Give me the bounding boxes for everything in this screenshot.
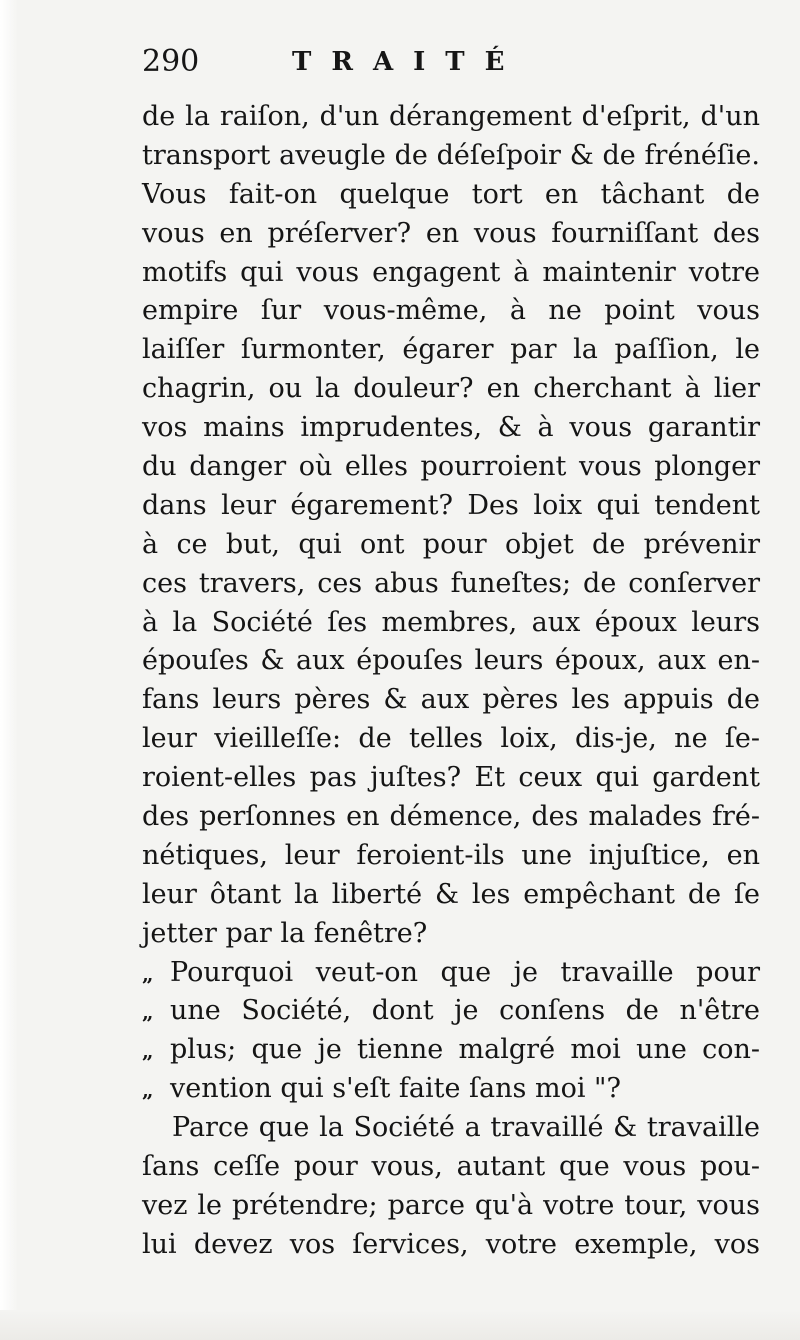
text-line: Parce que la Société a travaillé & travaille — [172, 1112, 760, 1144]
quote-line-text: plus; que je tienne malgré moi une con- — [170, 1034, 760, 1066]
text-line: vous en préſerver? en vous fourniſſant des — [142, 217, 760, 249]
quote-mark: „ — [142, 1078, 154, 1103]
text-line: chagrin, ou la douleur? en cherchant à lier — [142, 373, 760, 405]
text-line: à la Société ſes membres, aux époux leurs — [142, 606, 760, 638]
text-line: ces travers, ces abus funeſtes; de conſerver — [142, 567, 760, 599]
text-line: ſans ceſſe pour vous, autant que vous pou- — [142, 1151, 760, 1183]
text-line: des perſonnes en démence, des malades fré- — [142, 801, 760, 833]
text-line: leur ôtant la liberté & les empêchant de ſe — [142, 878, 760, 910]
quote-line-text: Pourquoi veut-on que je travaille pour — [170, 956, 760, 988]
quote-mark: „ — [142, 1039, 154, 1064]
text-line: lui devez vos ſervices, votre exemple, vos — [142, 1228, 760, 1260]
text-line: laiſſer ſurmonter, égarer par la paſſion, le — [142, 334, 760, 366]
quote-line — [142, 1070, 760, 1109]
page-header — [142, 40, 762, 84]
page-number: 290 — [142, 44, 200, 79]
text-line: roient-elles pas juſtes? Et ceux qui gardent — [142, 762, 760, 794]
page-edge-shading — [0, 0, 18, 1340]
body-text — [142, 98, 760, 1265]
page-bottom-shading — [0, 1310, 800, 1340]
text-line: vos mains imprudentes, & à vous garantir — [142, 412, 760, 444]
quote-line — [142, 992, 760, 1031]
text-line: transport aveugle de déſeſpoir & de frénéſie. — [142, 139, 760, 171]
text-line: leur vieilleſſe: de telles loix, dis-je, ne ſe- — [142, 723, 760, 755]
text-line: à ce but, qui ont pour objet de prévenir — [142, 528, 760, 560]
running-title: TRAITÉ — [292, 47, 525, 77]
quote-line — [142, 954, 760, 993]
quote-mark: „ — [142, 1000, 154, 1025]
text-line: épouſes & aux épouſes leurs époux, aux en- — [142, 645, 760, 677]
quote-line — [142, 1031, 760, 1070]
text-line: motifs qui vous engagent à maintenir votre — [142, 256, 760, 288]
quote-mark: „ — [142, 961, 154, 986]
text-line: vez le prétendre; parce qu'à votre tour, vous — [142, 1189, 760, 1221]
text-line: jetter par la fenêtre? — [142, 917, 428, 949]
text-line: de la raiſon, d'un dérangement d'eſprit, d'un — [142, 101, 760, 132]
text-line: empire ſur vous-même, à ne point vous — [142, 295, 760, 327]
quote-line-text: une Société, dont je conſens de n'être — [170, 995, 760, 1027]
text-line: nétiques, leur feroient-ils une injuſtice, en — [142, 839, 760, 871]
text-line: dans leur égarement? Des loix qui tendent — [142, 489, 760, 521]
text-line: du danger où elles pourroient vous plonger — [142, 451, 760, 483]
text-line: fans leurs pères & aux pères les appuis de — [142, 684, 760, 716]
quote-line-text: vention qui s'eſt faite ſans moi "? — [170, 1073, 621, 1105]
text-line: Vous fait-on quelque tort en tâchant de — [142, 178, 760, 210]
